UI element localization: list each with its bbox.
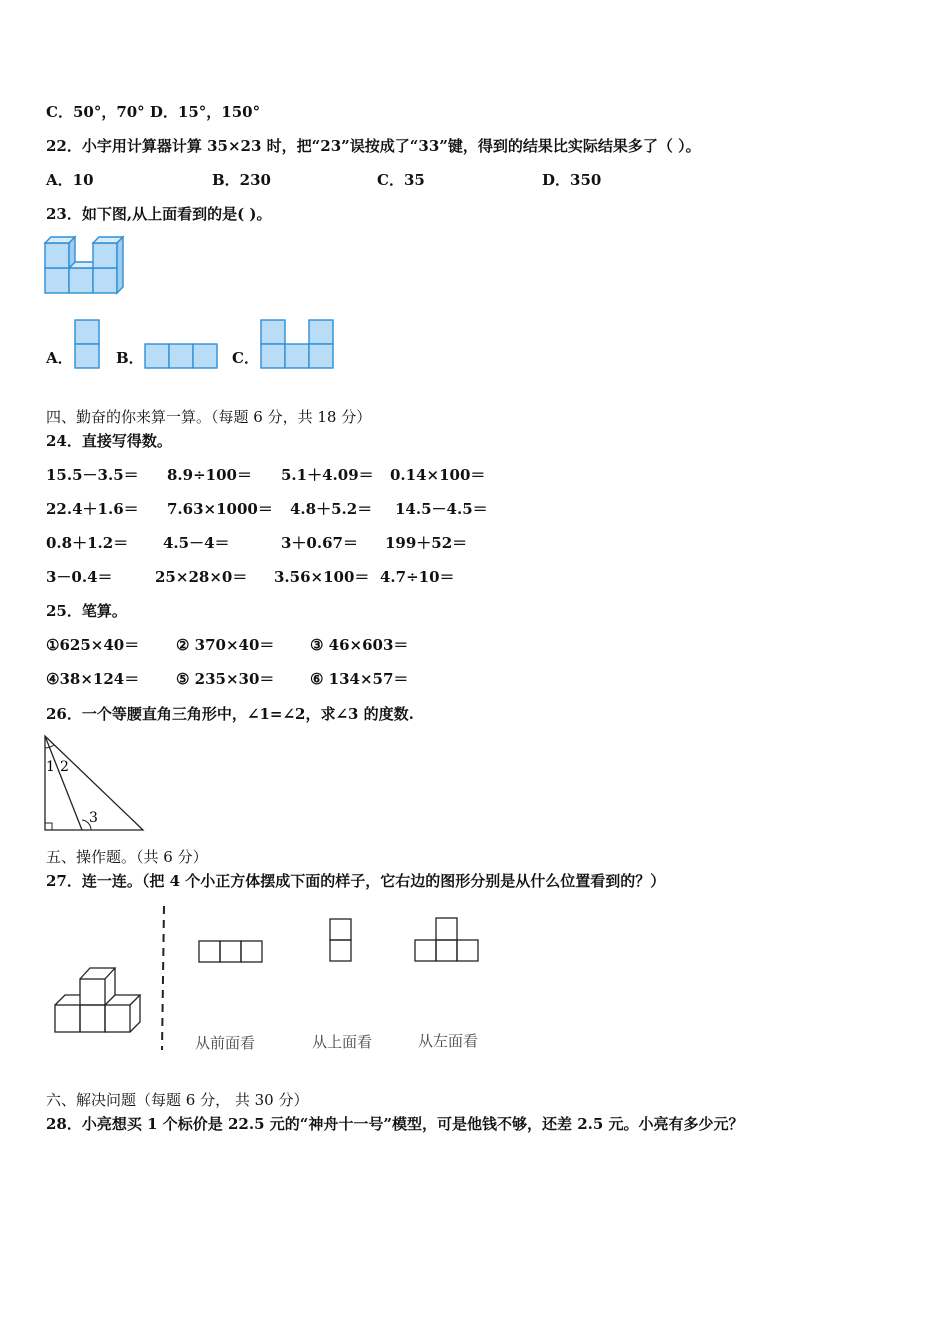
q25-item: ② 370×40＝ (176, 636, 275, 654)
q23-option-b: B． (116, 349, 144, 367)
q24-item: 14.5－4.5＝ (395, 500, 488, 518)
q27-caption-top: 从上面看 (312, 1033, 373, 1051)
section5-title: 五、操作题。（共 6 分） (46, 848, 208, 866)
q24-item: 199＋52＝ (385, 534, 468, 552)
q22-option-c: C．35 (377, 171, 425, 189)
q24-item: 22.4＋1.6＝ (46, 500, 139, 518)
q25-item: ⑤ 235×30＝ (176, 670, 275, 688)
q24-item: 15.5－3.5＝ (46, 466, 139, 484)
q27-caption-front: 从前面看 (195, 1034, 256, 1052)
angle-label-2: 2 (60, 759, 69, 775)
q26-question: 26．一个等腰直角三角形中，∠1=∠2，求∠3 的度数. (46, 705, 414, 723)
q24-item: 3.56×100＝ (274, 568, 370, 586)
q26-triangle-figure (44, 735, 148, 833)
q23-question: 23．如下图,从上面看到的是( )。 (46, 205, 272, 223)
section6-title: 六、解决问题（每题 6 分， 共 30 分） (46, 1091, 309, 1109)
q27-dashed-divider (160, 906, 168, 1050)
q24-item: 7.63×1000＝ (167, 500, 273, 518)
q23-option-b-figure (144, 343, 218, 370)
q24-item: 3＋0.67＝ (281, 534, 358, 552)
q22-option-a: A．10 (46, 171, 94, 189)
q24-title: 24．直接写得数。 (46, 432, 172, 450)
q23-option-c-figure (260, 319, 336, 370)
q22-question: 22．小宇用计算器计算 35×23 时，把“23”误按成了“33”键，得到的结果比实际结果多了（ ）。 (46, 137, 701, 155)
q27-question: 27．连一连。（把 4 个小正方体摆成下面的样子，它右边的图形分别是从什么位置看到的？） (46, 872, 666, 890)
q23-option-a: A． (46, 349, 73, 367)
q22-option-b: B．230 (212, 171, 271, 189)
q24-item: 4.8＋5.2＝ (290, 500, 373, 518)
q23-option-a-figure (74, 319, 102, 369)
q24-item: 25×28×0＝ (155, 568, 248, 586)
q24-item: 4.5－4＝ (163, 534, 230, 552)
q25-item: ③ 46×603＝ (310, 636, 409, 654)
q27-left-view-figure (414, 917, 482, 964)
q27-caption-left: 从左面看 (418, 1032, 479, 1050)
q24-item: 5.1＋4.09＝ (281, 466, 374, 484)
q27-front-view-figure (198, 940, 266, 964)
q24-item: 3－0.4＝ (46, 568, 113, 586)
q27-top-view-figure (329, 918, 354, 964)
q23-option-c: C． (232, 349, 259, 367)
q25-item: ①625×40＝ (46, 636, 140, 654)
q27-cube-stack-figure (52, 962, 152, 1036)
q25-item: ⑥ 134×57＝ (310, 670, 409, 688)
section4-title: 四、勤奋的你来算一算。（每题 6 分，共 18 分） (46, 408, 372, 426)
q24-item: 0.14×100＝ (390, 466, 486, 484)
q22-option-d: D．350 (542, 171, 602, 189)
angle-label-3: 3 (89, 810, 98, 826)
q24-item: 0.8＋1.2＝ (46, 534, 129, 552)
q24-item: 4.7÷10＝ (380, 568, 455, 586)
q24-item: 8.9÷100＝ (167, 466, 252, 484)
q25-item: ④38×124＝ (46, 670, 140, 688)
q23-cube-figure (44, 234, 128, 296)
q28-question: 28．小亮想买 1 个标价是 22.5 元的“神舟十一号”模型，可是他钱不够，还差 2.5 元。小亮有多少元？ (46, 1115, 744, 1133)
angle-label-1: 1 (46, 759, 55, 775)
q21-options: C．50°，70° D．15°，150° (46, 103, 261, 121)
q25-title: 25．笔算。 (46, 602, 127, 620)
